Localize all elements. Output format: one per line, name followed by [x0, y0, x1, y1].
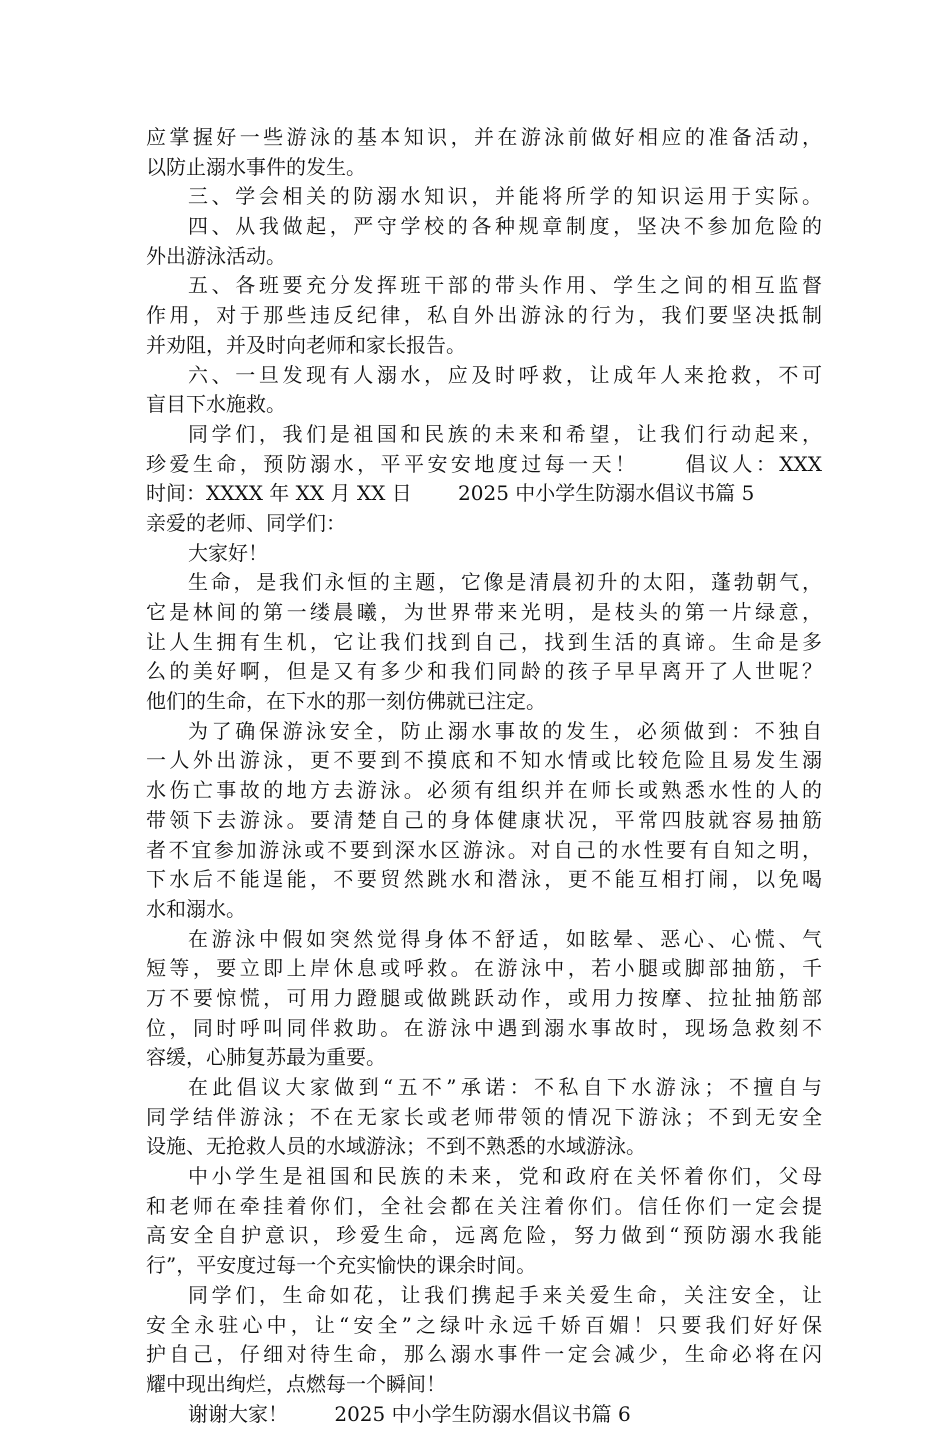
- text-line: 者不宜参加游泳或不要到深水区游泳。对自己的水性要有自知之明，: [146, 837, 822, 862]
- text-line: 让人生拥有生机，它让我们找到自己，找到生活的真谛。生命是多: [146, 629, 822, 654]
- text-line: 么的美好啊，但是又有多少和我们同龄的孩子早早离开了人世呢？: [146, 659, 822, 684]
- text-line: 六、一旦发现有人溺水，应及时呼救，让成年人来抢救，不可: [188, 362, 822, 387]
- text-line: 它是林间的第一缕晨曦，为世界带来光明，是枝头的第一片绿意，: [146, 600, 822, 624]
- text-line: 生命，是我们永恒的主题，它像是清晨初升的太阳，蓬勃朝气，: [188, 570, 822, 595]
- text-line: 同学结伴游泳；不在无家长或老师带领的情况下游泳；不到无安全: [146, 1104, 822, 1129]
- text-line: 短等，要立即上岸休息或呼救。在游泳中，若小腿或脚部抽筋，千: [146, 956, 822, 981]
- text-line: 外出游泳活动。: [146, 243, 286, 268]
- document-body: [146, 123, 822, 1429]
- text-line: 水和溺水。: [146, 896, 246, 921]
- text-line: 水伤亡事故的地方去游泳。必须有组织并在师长或熟悉水性的人的: [146, 778, 822, 803]
- text-line: 和老师在牵挂着你们，全社会都在关注着你们。信任你们一定会提: [146, 1193, 822, 1218]
- text-line: 时间：XXXX 年 XX 月 XX 日 2025 中小学生防溺水倡议书篇 5: [146, 481, 755, 506]
- text-line: 设施、无抢救人员的水域游泳；不到不熟悉的水域游泳。: [146, 1134, 646, 1159]
- text-line: 五、各班要充分发挥班干部的带头作用、学生之间的相互监督: [188, 273, 822, 298]
- text-line: 位，同时呼叫同伴救助。在游泳中遇到溺水事故时，现场急救刻不: [146, 1015, 822, 1040]
- text-line: 为了确保游泳安全，防止溺水事故的发生，必须做到：不独自: [188, 718, 822, 743]
- text-line: 在游泳中假如突然觉得身体不舒适，如眩晕、恶心、心慌、气: [188, 926, 822, 951]
- text-line: 行”，平安度过每一个充实愉快的课余时间。: [146, 1253, 537, 1278]
- text-line: 安全永驻心中，让“安全”之绿叶永远千娇百媚！只要我们好好保: [146, 1312, 822, 1337]
- text-line: 在此倡议大家做到“五不”承诺：不私自下水游泳；不擅自与: [188, 1075, 822, 1099]
- text-line: 作用，对于那些违反纪律，私自外出游泳的行为，我们要坚决抵制: [146, 303, 822, 328]
- text-line: 应掌握好一些游泳的基本知识，并在游泳前做好相应的准备活动，: [146, 125, 822, 149]
- text-line: 亲爱的老师、同学们：: [146, 510, 346, 535]
- text-line: 下水后不能逞能，不要贸然跳水和潜泳，更不能互相打闹，以免喝: [146, 867, 822, 892]
- text-line: 护自己，仔细对待生命，那么溺水事件一定会减少，生命必将在闪: [146, 1342, 822, 1367]
- text-line: 大家好！: [188, 540, 268, 565]
- text-line: 一人外出游泳，更不要到不摸底和不知水情或比较危险且易发生溺: [146, 748, 822, 773]
- text-line: 同学们，生命如花，让我们携起手来关爱生命，关注安全，让: [188, 1282, 822, 1307]
- text-line: 珍爱生命，预防溺水，平平安安地度过每一天！ 倡议人：XXX: [146, 451, 822, 476]
- text-line: 他们的生命，在下水的那一刻仿佛就已注定。: [146, 689, 546, 714]
- text-line: 四、从我做起，严守学校的各种规章制度，坚决不参加危险的: [188, 214, 822, 239]
- text-line: 中小学生是祖国和民族的未来，党和政府在关怀着你们，父母: [188, 1164, 822, 1189]
- text-line: 并劝阻，并及时向老师和家长报告。: [146, 332, 466, 357]
- text-line: 谢谢大家！ 2025 中小学生防溺水倡议书篇 6: [188, 1401, 631, 1426]
- text-line: 容缓，心肺复苏最为重要。: [146, 1045, 386, 1070]
- text-line: 耀中现出绚烂，点燃每一个瞬间！: [146, 1371, 446, 1396]
- text-line: 三、学会相关的防溺水知识，并能将所学的知识运用于实际。: [188, 184, 822, 209]
- text-line: 万不要惊慌，可用力蹬腿或做跳跃动作，或用力按摩、拉扯抽筋部: [146, 985, 822, 1010]
- text-line: 盲目下水施救。: [146, 392, 286, 417]
- text-line: 带领下去游泳。要清楚自己的身体健康状况，平常四肢就容易抽筋: [146, 807, 822, 832]
- text-line: 同学们，我们是祖国和民族的未来和希望，让我们行动起来，: [188, 421, 822, 446]
- text-line: 高安全自护意识，珍爱生命，远离危险，努力做到“预防溺水我能: [146, 1223, 822, 1248]
- text-line: 以防止溺水事件的发生。: [146, 154, 366, 179]
